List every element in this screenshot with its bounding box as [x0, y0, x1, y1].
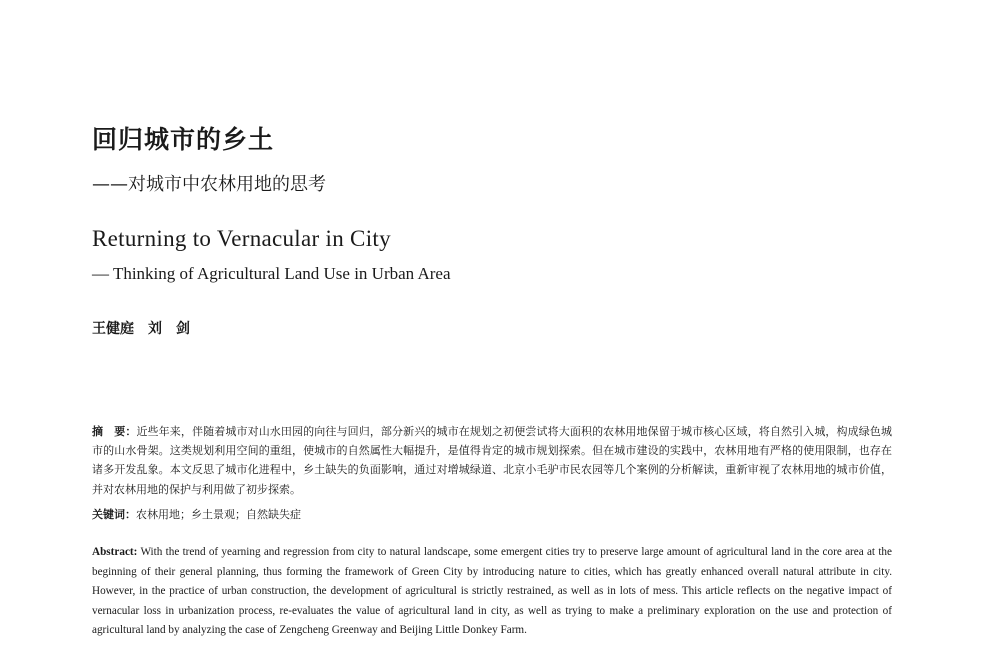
author-names: 王健庭 刘 剑 [92, 321, 190, 337]
chinese-keywords [92, 506, 892, 524]
english-abstract-text: With the trend of yearning and regression from city to natural landscape, some emergent cities try to preserve large amount of agricultural land in the core area at the beginning of their general planning, thus forming the framework of Green City by introducing nature to cities, which has greatly enhanced overall natural attribute in city. However, in the practice of urban construction, the development of agricultural is strictly restrained, as well as in lots of mess. This article reflects on the negative impact of vernacular loss in urbanization process, re-evaluates the value of agricultural land in city, as well as trying to make a preliminary exploration on the use and protection of agricultural land by analyzing the case of Zengcheng Greenway and Beijing Little Donkey Farm. [92, 546, 892, 637]
chinese-abstract [92, 422, 892, 499]
chinese-subtitle: ——对城市中农林用地的思考 [92, 174, 326, 195]
english-subtitle: — Thinking of Agricultural Land Use in Urban Area [92, 264, 451, 283]
chinese-title: 回归城市的乡土 [92, 125, 275, 154]
english-title: Returning to Vernacular in City [92, 226, 391, 251]
chinese-keywords-text: 农林用地；乡土景观；自然缺失症 [136, 508, 301, 521]
chinese-keywords-label: 关键词： [92, 508, 136, 521]
chinese-abstract-label: 摘 要： [92, 425, 137, 438]
english-abstract [92, 543, 892, 641]
english-abstract-label: Abstract: [92, 546, 138, 558]
chinese-abstract-text: 近些年来，伴随着城市对山水田园的向往与回归，部分新兴的城市在规划之初便尝试将大面积的农林用地保留于城市核心区域，将自然引入城，构成绿色城市的山水骨架。这类规划利用空间的重组，使城市的自然属性大幅提升，是值得肯定的城市规划探索。但在城市建设的实践中，农林用地有严格的使用限制，也存在诸多开发乱象。本文反思了城市化进程中，乡土缺失的负面影响，通过对增城绿道、北京小毛驴市民农园等几个案例的分析解读，重新审视了农林用地的城市价值，并对农林用地的保护与利用做了初步探索。 [92, 425, 892, 496]
